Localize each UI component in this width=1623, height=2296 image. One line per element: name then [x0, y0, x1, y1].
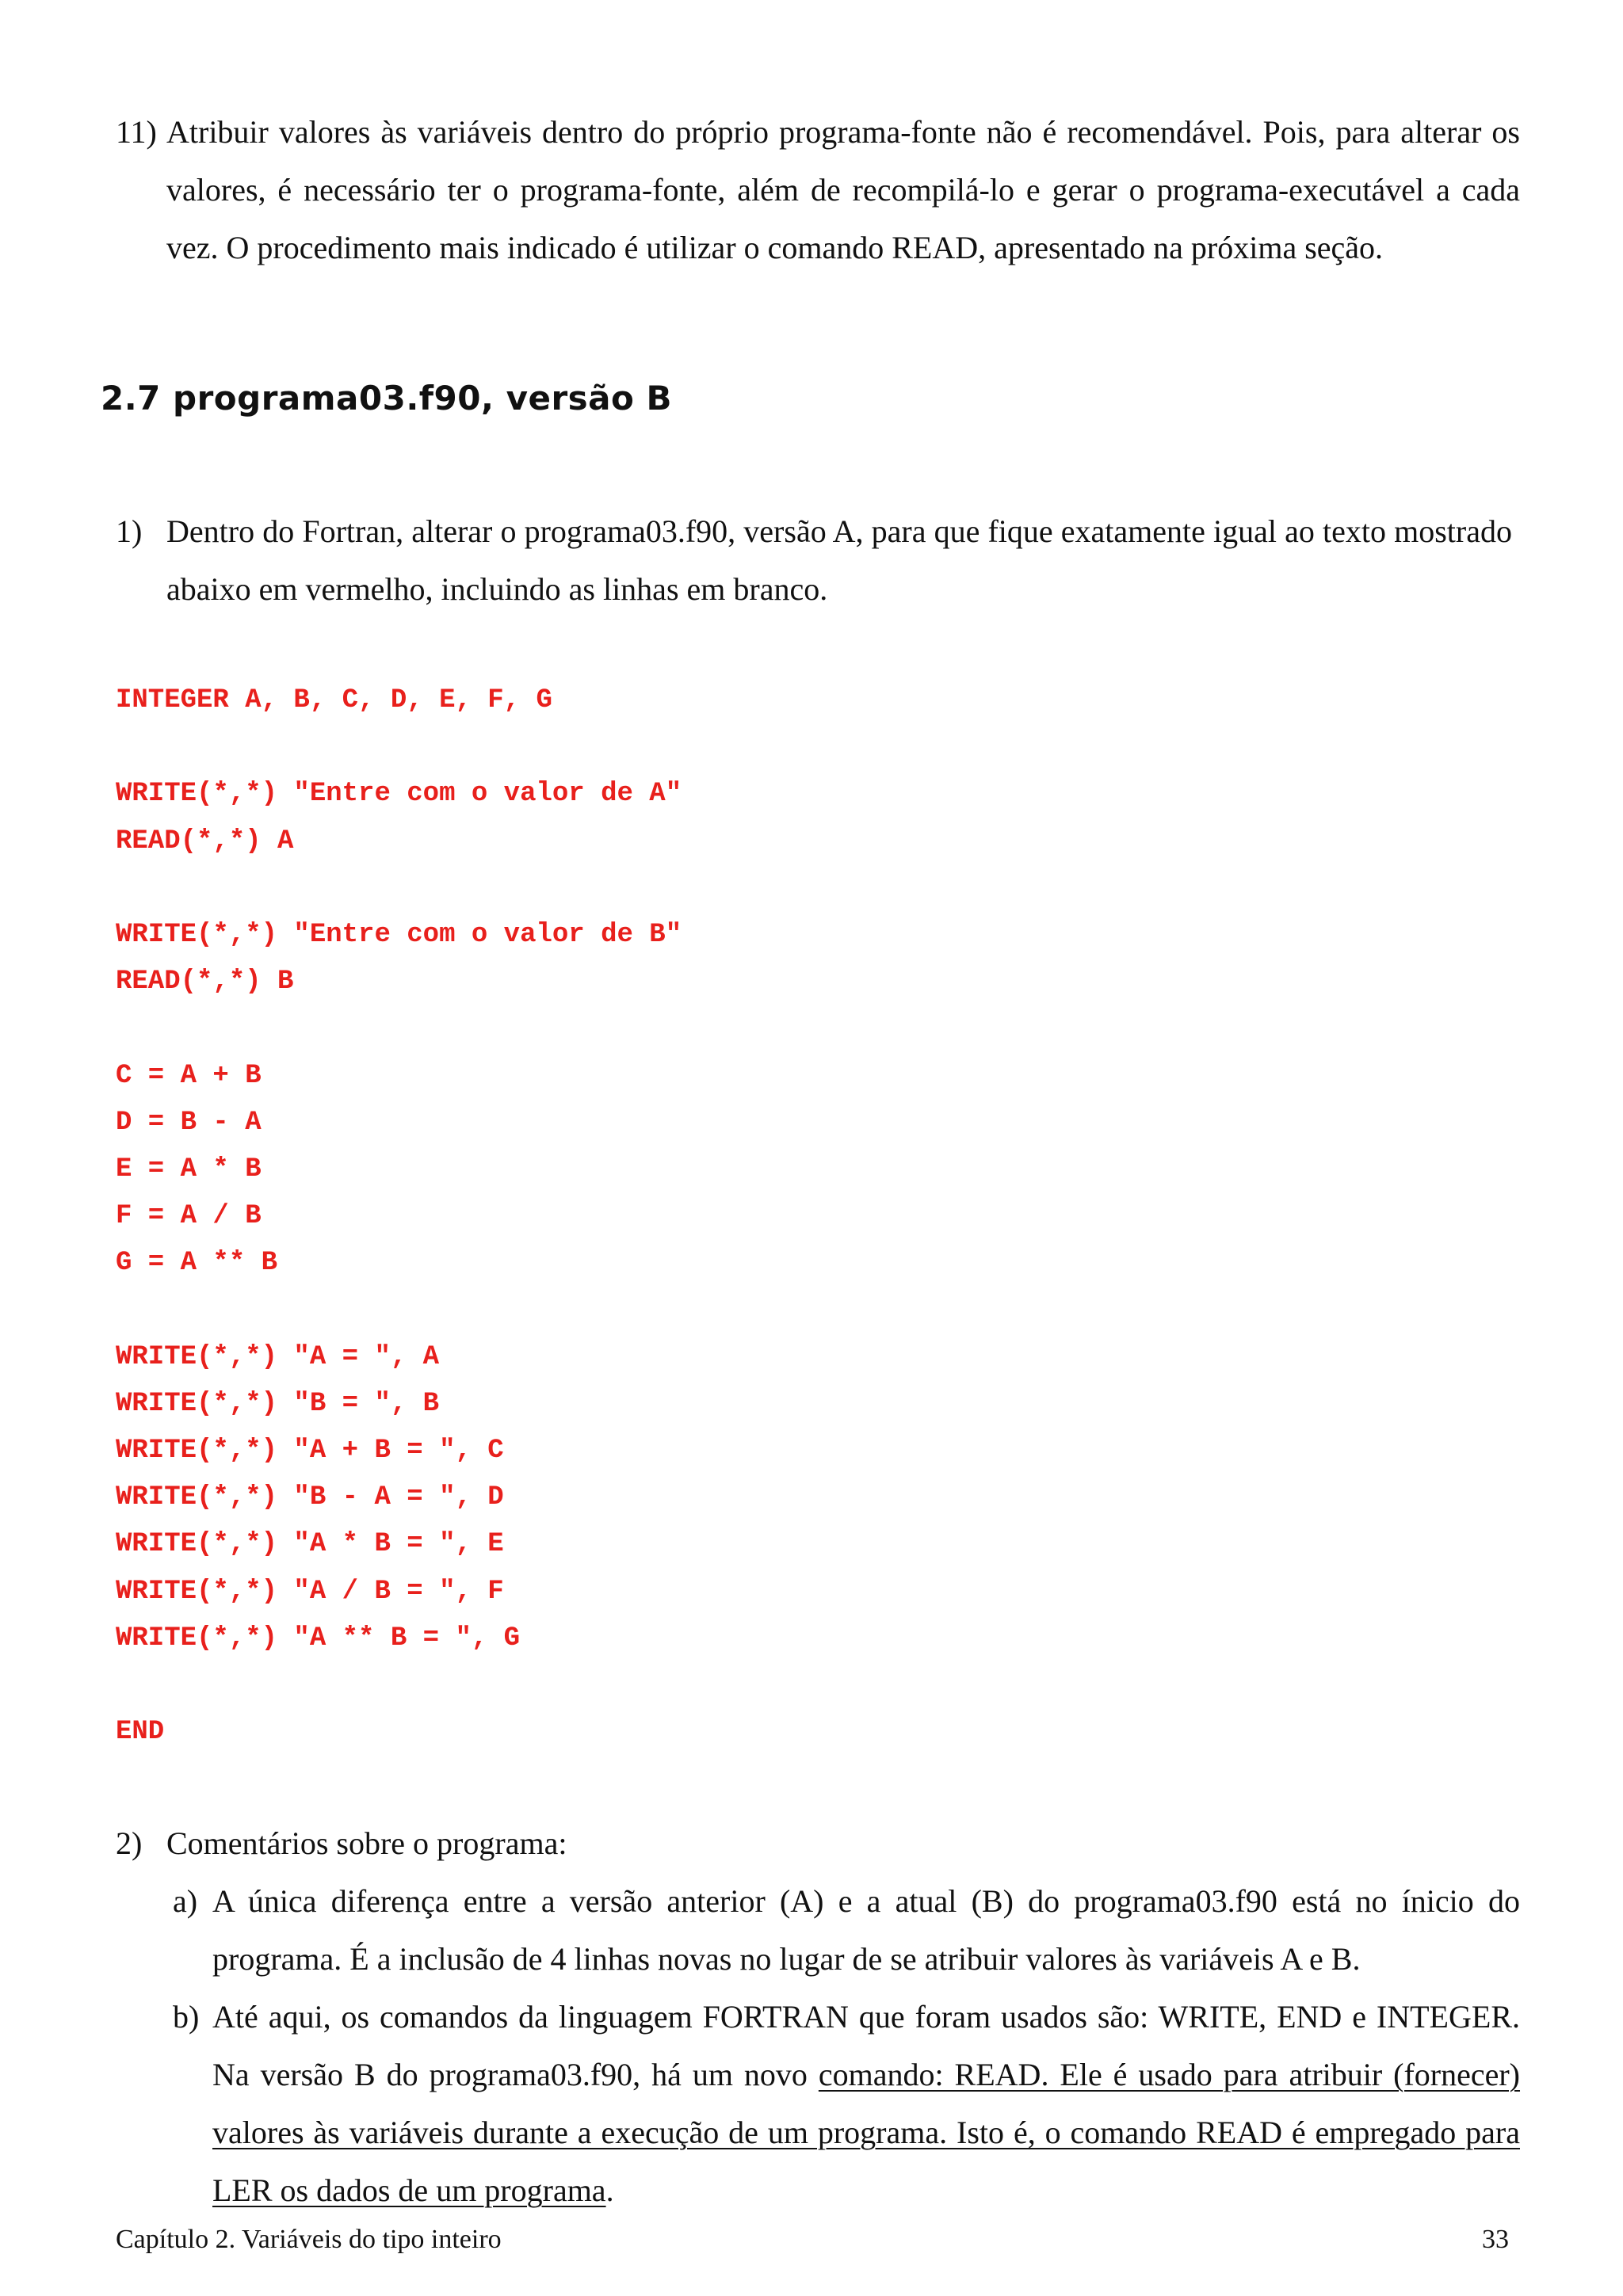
code-line: WRITE(*,*) "Entre com o valor de B": [116, 919, 682, 950]
list-item-1: [116, 502, 1512, 618]
list-item-number: 1): [116, 513, 143, 549]
sub-item-b: [173, 1988, 1520, 2219]
list-item-number: 2): [116, 1825, 143, 1861]
code-line: WRITE(*,*) "A = ", A: [116, 1341, 440, 1372]
code-line: WRITE(*,*) "B - A = ", D: [116, 1482, 504, 1513]
code-blank-line: [116, 1005, 682, 1052]
code-line: G = A ** B: [116, 1248, 278, 1279]
section-heading: 2.7 programa03.f90, versão B: [101, 379, 672, 418]
code-blank-line: [116, 1662, 682, 1709]
code-line: E = A * B: [116, 1154, 262, 1184]
code-line: C = A + B: [116, 1060, 262, 1091]
list-item-text: Comentários sobre o programa:: [166, 1825, 567, 1861]
list-item-text: Dentro do Fortran, alterar o programa03.f90, versão A, para que fique exatamente igual ao texto mostrado abaixo em vermelho, incluindo as linhas em branco.: [166, 513, 1512, 607]
code-blank-line: [116, 724, 682, 771]
sub-item-text: A única diferença entre a versão anterior (A) e a atual (B) do programa03.f90 está no ínicio do programa. É a inclusão de 4 linhas novas no lugar de se atribuir valores às variáveis A e B.: [212, 1883, 1520, 1977]
sub-item-letter: a): [173, 1883, 198, 1919]
code-line: F = A / B: [116, 1201, 262, 1232]
code-line: WRITE(*,*) "A / B = ", F: [116, 1576, 504, 1607]
code-blank-line: [116, 865, 682, 912]
code-line: READ(*,*) B: [116, 967, 294, 997]
code-block: [116, 677, 682, 1756]
footer-page-number: 33: [1482, 2225, 1509, 2254]
code-line: END: [116, 1717, 165, 1748]
code-line: WRITE(*,*) "A + B = ", C: [116, 1436, 504, 1466]
list-item-2: [116, 1814, 1520, 1872]
footer-chapter-title: Capítulo 2. Variáveis do tipo inteiro: [116, 2225, 502, 2254]
underlined-text: comando: READ. Ele é usado para atribuir (fornecer) valores às variáveis durante a execução de um programa. Isto é, o comando READ é empregado para LER os dados de um programa: [212, 2057, 1521, 2208]
sub-item-a: [173, 1872, 1520, 1988]
list-item-number: 11): [116, 114, 157, 150]
sub-item-text-end: .: [605, 2172, 614, 2208]
code-line: READ(*,*) A: [116, 826, 294, 856]
sub-item-text: [212, 1988, 1520, 2219]
code-line: INTEGER A, B, C, D, E, F, G: [116, 685, 552, 715]
code-line: D = B - A: [116, 1107, 262, 1138]
code-line: WRITE(*,*) "A * B = ", E: [116, 1529, 504, 1560]
list-item-11: [116, 103, 1520, 277]
code-line: WRITE(*,*) "A ** B = ", G: [116, 1623, 521, 1653]
sub-item-letter: b): [173, 1999, 200, 2035]
code-line: WRITE(*,*) "Entre com o valor de A": [116, 779, 682, 810]
code-line: WRITE(*,*) "B = ", B: [116, 1388, 440, 1419]
sub-item-text-plain: Até aqui, os comandos da linguagem FORTRAN que foram usados são: WRITE, END e INTEGER. Na versão B do programa03.f90, há um novo: [212, 1999, 1520, 2092]
list-item-text: Atribuir valores às variáveis dentro do próprio programa-fonte não é recomendável. Pois, para alterar os valores, é necessário ter o programa-fonte, além de recompilá-lo e gerar o programa-executável a cada vez. O procedimento mais indicado é utilizar o comando READ, apresentado na próxima seção.: [166, 114, 1520, 265]
code-blank-line: [116, 1287, 682, 1333]
